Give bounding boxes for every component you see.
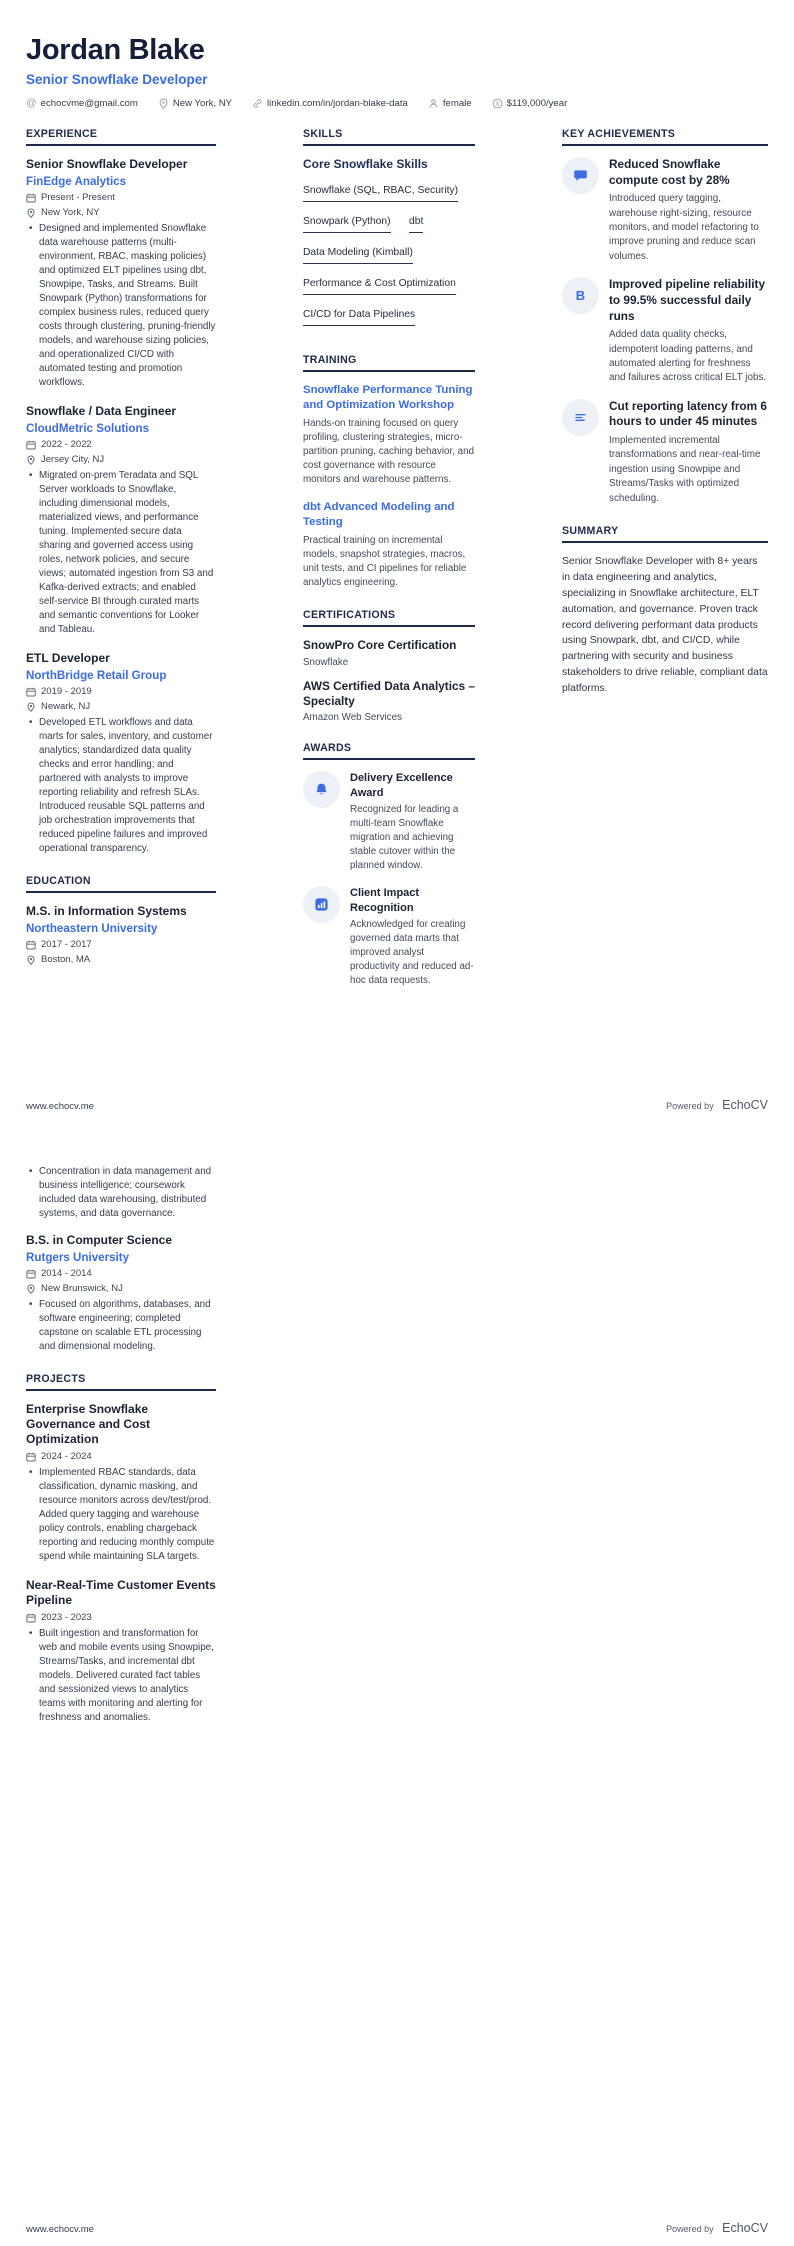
location-pin-icon bbox=[26, 702, 36, 712]
job-dates bbox=[26, 439, 216, 450]
project-title: Enterprise Snowflake Governance and Cost Optimization bbox=[26, 1402, 151, 1446]
experience-section bbox=[26, 128, 216, 856]
svg-text:$: $ bbox=[495, 101, 499, 108]
skill-item: CI/CD for Data Pipelines bbox=[303, 309, 415, 326]
certification-issuer: Amazon Web Services bbox=[303, 712, 402, 724]
candidate-name: Jordan Blake bbox=[26, 34, 205, 66]
school-link[interactable]: Northeastern University bbox=[26, 922, 158, 935]
job-bullet: • Developed ETL workflows and data marts for sales, inventory, and customer analytics; standardized data quality checks and error handling; and partnered with analysts to improve reporting reliability and refresh SLAs. Introduced reusable SQL patterns and job orchestration improvements that reduced pipeline failures and improved operational transparency. bbox=[26, 716, 216, 856]
job-title: Senior Snowflake Developer bbox=[26, 157, 188, 171]
right-column bbox=[562, 1163, 768, 1744]
project-dates bbox=[26, 1451, 216, 1462]
award-desc: Recognized for leading a multi-team Snowflake migration and achieving stable cutover within the planned window. bbox=[350, 804, 459, 872]
echocv-brand-link[interactable]: EchoCV bbox=[722, 1098, 768, 1112]
job-bullets bbox=[26, 222, 216, 390]
training-course-link[interactable]: dbt Advanced Modeling and Testing bbox=[303, 501, 455, 529]
certification-name: SnowPro Core Certification bbox=[303, 638, 457, 653]
salary-icon bbox=[492, 98, 503, 109]
achievement-entry bbox=[562, 277, 768, 386]
resume-page-2 bbox=[0, 1123, 794, 2246]
achievement-entry bbox=[562, 157, 768, 264]
project-title: Near-Real-Time Customer Events Pipeline bbox=[26, 1578, 216, 1607]
education-bullets bbox=[26, 1165, 216, 1221]
project-date-text: 2024 - 2024 bbox=[41, 1451, 92, 1462]
certification-name: AWS Certified Data Analytics – Specialty bbox=[303, 678, 475, 708]
project-bullet: • Built ingestion and transformation for web and mobile events using Snowpipe, Streams/Tasks, and incremental dbt models. Delivered curated fact tables and sessionized views to analytics teams with monitoring and alerting for freshness and anomalies. bbox=[26, 1627, 216, 1725]
contact-email-text: echocvme@gmail.com bbox=[40, 98, 138, 109]
page-footer bbox=[26, 1096, 768, 1114]
summary-text: Senior Snowflake Developer with 8+ years in data engineering and analytics, specializing in Snowflake architecture, ELT automation, and governance. Proven track record delivering performant data products using Snowpark, dbt, and CI/CD, while partnering with security and business stakeholders to drive reliable, compliant data platforms. bbox=[562, 556, 768, 694]
job-location bbox=[26, 207, 216, 218]
left-column bbox=[26, 1163, 216, 1744]
job-dates bbox=[26, 686, 216, 697]
page-footer bbox=[26, 2219, 768, 2237]
skills-heading: SKILLS bbox=[303, 128, 475, 146]
training-heading: TRAINING bbox=[303, 354, 475, 372]
job-location bbox=[26, 701, 216, 712]
calendar-icon bbox=[26, 440, 36, 450]
education-heading: EDUCATION bbox=[26, 875, 216, 893]
education-dates bbox=[26, 1268, 216, 1279]
job-title: ETL Developer bbox=[26, 651, 110, 665]
chat-bubble-icon bbox=[562, 157, 599, 194]
calendar-icon bbox=[26, 1613, 36, 1623]
contact-linkedin[interactable] bbox=[252, 98, 408, 109]
experience-entry bbox=[26, 157, 216, 390]
project-entry bbox=[26, 1402, 216, 1564]
skill-item: Snowflake (SQL, RBAC, Security) bbox=[303, 185, 458, 202]
award-desc: Acknowledged for creating governed data marts that improved analyst productivity and reduced ad-hoc data requests. bbox=[350, 919, 474, 987]
degree-title: B.S. in Computer Science bbox=[26, 1233, 173, 1247]
skill-item: Snowpark (Python) bbox=[303, 216, 391, 233]
location-pin-icon bbox=[26, 1284, 36, 1294]
training-entry bbox=[303, 383, 475, 487]
calendar-icon bbox=[26, 687, 36, 697]
certification-entry bbox=[303, 679, 475, 724]
contact-location-text: New York, NY bbox=[172, 98, 233, 109]
training-course-desc: Practical training on incremental models, snapshot strategies, macros, unit tests, and CI pipelines for reliable analytics engineering. bbox=[303, 535, 467, 589]
contact-gender-text: female bbox=[442, 98, 472, 109]
awards-section bbox=[303, 742, 475, 988]
person-icon bbox=[428, 98, 439, 109]
achievement-title: Improved pipeline reliability to 99.5% successful daily runs bbox=[609, 277, 766, 323]
project-dates bbox=[26, 1612, 216, 1623]
summary-heading: SUMMARY bbox=[562, 525, 768, 543]
job-location-text: Newark, NJ bbox=[41, 701, 91, 712]
education-entry bbox=[26, 904, 216, 965]
achievement-body bbox=[609, 277, 768, 386]
achievement-title: Reduced Snowflake compute cost by 28% bbox=[609, 157, 730, 187]
calendar-icon bbox=[26, 193, 36, 203]
awards-heading: AWARDS bbox=[303, 742, 475, 760]
award-body bbox=[350, 886, 475, 988]
job-location-text: Jersey City, NJ bbox=[41, 454, 105, 465]
projects-heading: PROJECTS bbox=[26, 1373, 216, 1391]
award-entry bbox=[303, 886, 475, 988]
project-bullets bbox=[26, 1466, 216, 1564]
education-bullet: • Concentration in data management and business intelligence; coursework included data warehousing, distributed systems, and data governance. bbox=[26, 1165, 216, 1221]
job-location-text: New York, NY bbox=[41, 207, 100, 218]
job-company-link[interactable]: NorthBridge Retail Group bbox=[26, 669, 167, 682]
training-course-link[interactable]: Snowflake Performance Tuning and Optimization Workshop bbox=[303, 384, 473, 412]
contact-email[interactable] bbox=[26, 98, 138, 109]
achievement-desc: Introduced query tagging, warehouse right-sizing, resource monitors, and model refactoring to improve pruning and reduce scan volumes. bbox=[609, 193, 759, 262]
middle-column bbox=[303, 1163, 475, 1744]
job-company-link[interactable]: CloudMetric Solutions bbox=[26, 422, 150, 435]
calendar-icon bbox=[26, 1269, 36, 1279]
echocv-brand-link[interactable]: EchoCV bbox=[722, 2221, 768, 2235]
resume-header bbox=[26, 34, 768, 109]
achievement-body bbox=[609, 157, 768, 264]
certification-issuer: Snowflake bbox=[303, 656, 349, 668]
location-icon bbox=[158, 98, 169, 109]
candidate-title: Senior Snowflake Developer bbox=[26, 72, 208, 87]
contact-location bbox=[158, 98, 232, 109]
location-pin-icon bbox=[26, 955, 36, 965]
project-bullets bbox=[26, 1627, 216, 1725]
certification-entry bbox=[303, 638, 475, 667]
job-date-text: 2019 - 2019 bbox=[41, 686, 92, 697]
key-achievements-heading: KEY ACHIEVEMENTS bbox=[562, 128, 768, 146]
achievement-entry bbox=[562, 399, 768, 506]
experience-heading: EXPERIENCE bbox=[26, 128, 216, 146]
skill-list bbox=[303, 180, 475, 335]
education-location-text: Boston, MA bbox=[41, 954, 91, 965]
project-entry bbox=[26, 1578, 216, 1725]
project-date-text: 2023 - 2023 bbox=[41, 1612, 92, 1623]
job-date-text: 2022 - 2022 bbox=[41, 439, 92, 450]
training-section bbox=[303, 354, 475, 590]
school-link[interactable]: Rutgers University bbox=[26, 1251, 130, 1264]
award-body bbox=[350, 771, 475, 873]
job-bullet: • Designed and implemented Snowflake data warehouse patterns (multi-environment, RBAC, masking policies) and optimized ELT pipelines using dbt, Snowpipe, Tasks, and Streams. Built Snowpark (Python) transformations for complex business rules, reduced query costs through clustering, pruning-friendly models, and warehouse sizing policies, and operationalized CI/CD with automated testing and promotion workflows. bbox=[26, 222, 216, 390]
training-entry bbox=[303, 500, 475, 590]
footer-powered bbox=[666, 1096, 768, 1114]
education-dates bbox=[26, 939, 216, 950]
key-achievements-section bbox=[562, 128, 768, 506]
education-location bbox=[26, 954, 216, 965]
job-company-link[interactable]: FinEdge Analytics bbox=[26, 175, 127, 188]
education-date-text: 2017 - 2017 bbox=[41, 939, 92, 950]
left-column bbox=[26, 128, 216, 1007]
email-icon: @ bbox=[26, 97, 37, 110]
job-bullets bbox=[26, 469, 216, 637]
location-pin-icon bbox=[26, 208, 36, 218]
education-continuation bbox=[26, 1165, 216, 1354]
job-location bbox=[26, 454, 216, 465]
award-title: Client Impact Recognition bbox=[350, 887, 420, 914]
job-bullets bbox=[26, 716, 216, 856]
columns-page-2 bbox=[26, 1163, 768, 1744]
skill-group-title: Core Snowflake Skills bbox=[303, 157, 428, 171]
project-bullet: • Implemented RBAC standards, data classification, dynamic masking, and resource monitors across dev/test/prod. Added query tagging and warehouse policy controls, enabling chargeback reporting and reducing monthly compute spend while maintaining SLA targets. bbox=[26, 1466, 216, 1564]
education-section bbox=[26, 875, 216, 965]
contact-salary bbox=[492, 98, 568, 109]
achievement-desc: Implemented incremental transformations and near-real-time ingestion using Snowpipe and Streams/Tasks with optimized scheduling. bbox=[609, 435, 761, 504]
education-location bbox=[26, 1283, 216, 1294]
calendar-icon bbox=[26, 940, 36, 950]
education-entry bbox=[26, 1233, 216, 1354]
middle-column bbox=[303, 128, 475, 1007]
skill-item: Performance & Cost Optimization bbox=[303, 278, 456, 295]
award-entry bbox=[303, 771, 475, 873]
link-icon bbox=[252, 98, 263, 109]
calendar-icon bbox=[26, 1452, 36, 1462]
achievement-title: Cut reporting latency from 6 hours to under 45 minutes bbox=[609, 398, 767, 429]
job-dates bbox=[26, 192, 216, 203]
training-course-desc: Hands-on training focused on query profiling, clustering strategies, micro-partition pruning, caching behavior, and cost governance with resource monitors and warehouse patterns. bbox=[303, 418, 475, 486]
powered-by-label: Powered by bbox=[666, 1101, 714, 1111]
skills-section bbox=[303, 128, 475, 335]
footer-site-link[interactable]: www.echocv.me bbox=[26, 1101, 94, 1112]
achievement-desc: Added data quality checks, idempotent loading patterns, and automated alerting for freshness and failures across critical ELT jobs. bbox=[609, 329, 767, 384]
text-lines-icon bbox=[562, 399, 599, 436]
achievement-body bbox=[609, 399, 768, 506]
projects-section bbox=[26, 1373, 216, 1725]
job-date-text: Present - Present bbox=[41, 192, 115, 203]
skill-item: Data Modeling (Kimball) bbox=[303, 247, 413, 264]
award-title: Delivery Excellence Award bbox=[350, 772, 453, 799]
contact-linkedin-text: linkedin.com/in/jordan-blake-data bbox=[267, 98, 408, 109]
job-title: Snowflake / Data Engineer bbox=[26, 404, 177, 418]
contact-row bbox=[26, 98, 768, 109]
education-location-text: New Brunswick, NJ bbox=[41, 1283, 123, 1294]
degree-title: M.S. in Information Systems bbox=[26, 904, 187, 918]
columns-page-1 bbox=[26, 128, 768, 1007]
right-column bbox=[562, 128, 768, 1007]
skill-item: dbt bbox=[409, 216, 423, 233]
certifications-heading: CERTIFICATIONS bbox=[303, 609, 475, 627]
footer-site-link[interactable]: www.echocv.me bbox=[26, 2224, 94, 2235]
certifications-section bbox=[303, 609, 475, 723]
summary-section bbox=[562, 525, 768, 696]
experience-entry bbox=[26, 651, 216, 856]
education-date-text: 2014 - 2014 bbox=[41, 1268, 92, 1279]
contact-salary-text: $119,000/year bbox=[506, 98, 568, 109]
job-bullet: • Migrated on-prem Teradata and SQL Server workloads to Snowflake, including dimensional models, materialized views, and performance tuning. Implemented secure data sharing and governed access using roles, network policies, and secure views; automated ingestion from S3 and Kafka-derived extracts; and enabled self-service BI through curated marts and semantic conventions for Looker and Tableau. bbox=[26, 469, 216, 637]
bar-chart-icon bbox=[303, 886, 340, 923]
powered-by-label: Powered by bbox=[666, 2224, 714, 2234]
footer-powered bbox=[666, 2219, 768, 2237]
location-pin-icon bbox=[26, 455, 36, 465]
contact-gender bbox=[428, 98, 472, 109]
education-bullets bbox=[26, 1298, 216, 1354]
bell-icon bbox=[303, 771, 340, 808]
education-bullet: • Focused on algorithms, databases, and software engineering; completed capstone on scalable ETL processing and dimensional modeling. bbox=[26, 1298, 216, 1354]
experience-entry bbox=[26, 404, 216, 637]
letter-b-icon: B bbox=[562, 277, 599, 314]
